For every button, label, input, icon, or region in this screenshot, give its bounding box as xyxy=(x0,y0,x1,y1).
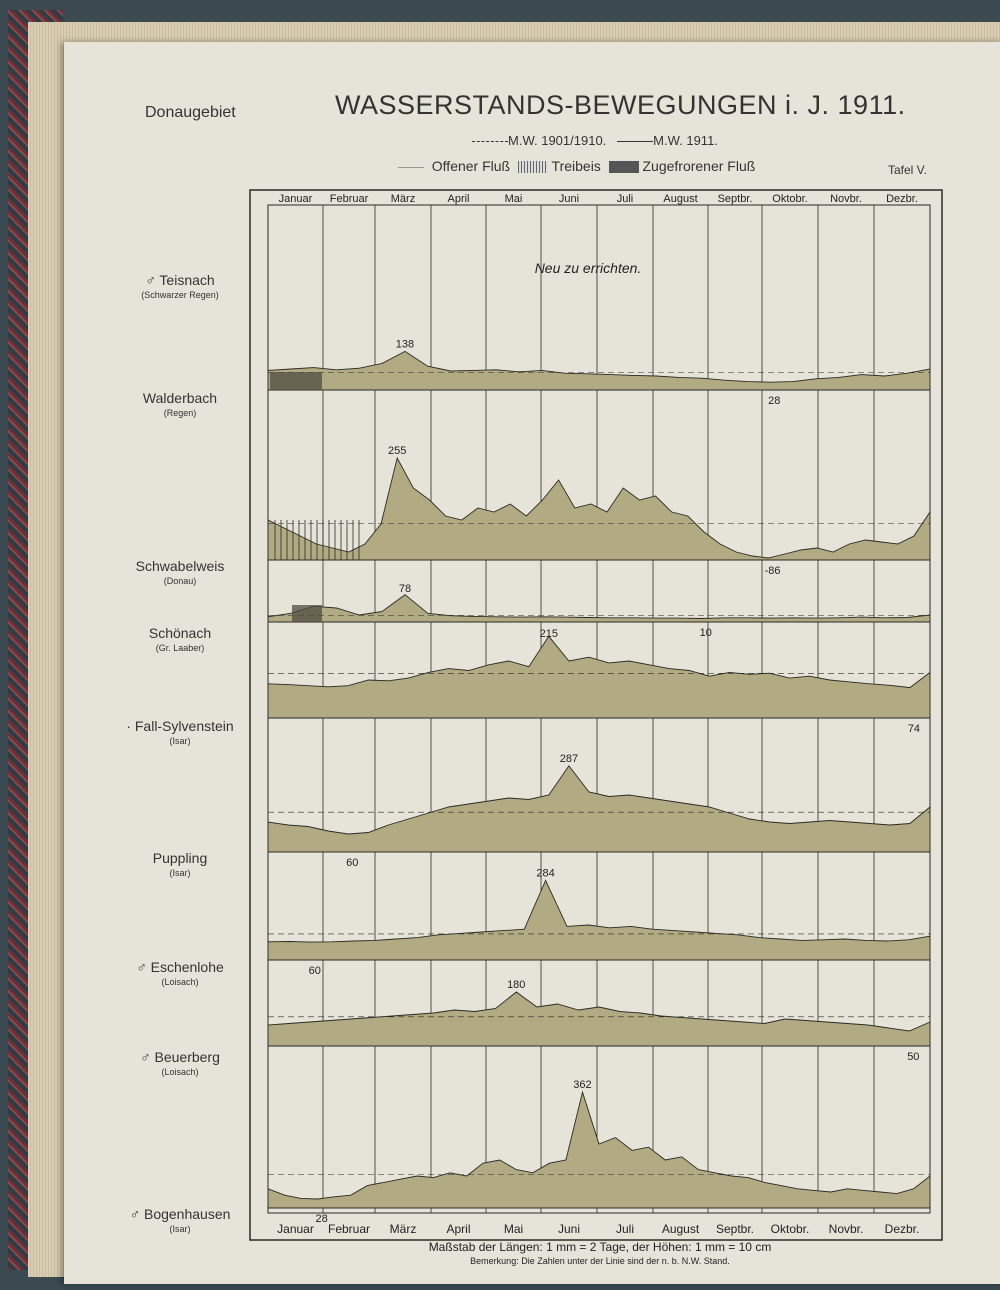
max-label: 78 xyxy=(398,583,412,595)
station-name: ♂ Beuerberg xyxy=(140,1049,220,1065)
series-area-bogenhausen xyxy=(268,1092,930,1208)
missing-station-note: Neu zu errichten. xyxy=(534,260,642,276)
scale-note: Maßstab der Längen: 1 mm = 2 Tage, der Höhen: 1 mm = 10 cm xyxy=(428,1240,772,1254)
min-label: 74 xyxy=(907,723,921,735)
month-label-bottom: Juli xyxy=(615,1222,635,1236)
min-label: 28 xyxy=(315,1213,328,1225)
min-label: -86 xyxy=(764,565,781,577)
min-label: 60 xyxy=(346,857,359,869)
month-label-top: Septbr. xyxy=(717,193,753,205)
max-label: 284 xyxy=(536,867,555,880)
station-river: (Isar) xyxy=(169,868,191,878)
legend-open: Offener Fluß xyxy=(431,158,511,174)
station-river: (Loisach) xyxy=(161,1067,199,1077)
station-name: ♂ Bogenhausen xyxy=(129,1206,231,1222)
month-label-top: August xyxy=(663,193,698,205)
legend-mw-avg: M.W. 1901/1910. xyxy=(508,133,607,148)
month-label-bottom: April xyxy=(446,1222,471,1236)
month-label-bottom: Dezbr. xyxy=(884,1222,920,1236)
series-area-eschenlohe xyxy=(268,881,930,961)
month-label-bottom: Juni xyxy=(557,1222,581,1236)
month-label-top: Novbr. xyxy=(830,193,862,205)
series-area-schönach xyxy=(268,595,930,622)
station-river: (Isar) xyxy=(169,736,191,746)
month-label-bottom: August xyxy=(661,1222,700,1236)
month-label-top: April xyxy=(447,193,470,205)
frozen-block xyxy=(292,605,322,622)
month-label-bottom: März xyxy=(389,1222,417,1236)
station-river: (Schwarzer Regen) xyxy=(141,290,219,300)
month-label-top: März xyxy=(390,193,416,205)
series-area-beuerberg xyxy=(268,992,930,1046)
min-label: 50 xyxy=(907,1051,920,1063)
min-label: 28 xyxy=(768,395,781,407)
month-label-top: Mai xyxy=(504,193,523,205)
remark-note: Bemerkung: Die Zahlen unter der Linie sind der n. b. N.W. Stand. xyxy=(470,1256,730,1266)
station-name: ♂ Teisnach xyxy=(145,272,215,288)
station-name: · Fall-Sylvenstein xyxy=(126,718,234,734)
month-label-top: Februar xyxy=(329,193,369,205)
station-river: (Isar) xyxy=(169,1224,191,1234)
max-label: 287 xyxy=(559,752,579,765)
page-title: WASSERSTANDS-BEWEGUNGEN i. J. 1911. xyxy=(335,90,906,120)
series-area-puppling xyxy=(268,766,930,852)
month-label-bottom: Mai xyxy=(503,1222,524,1236)
station-river: (Loisach) xyxy=(161,977,199,987)
station-river: (Donau) xyxy=(163,576,197,586)
series-area-fall-sylvenstein xyxy=(268,636,930,718)
max-label: 180 xyxy=(507,979,526,991)
month-label-top: Oktobr. xyxy=(772,193,808,205)
month-label-bottom: Septbr. xyxy=(715,1222,755,1236)
station-name: ♂ Eschenlohe xyxy=(136,959,224,975)
station-name: Schwabelweis xyxy=(135,558,225,574)
region-label: Donaugebiet xyxy=(145,104,236,121)
legend-mw-year: M.W. 1911. xyxy=(653,133,718,148)
month-label-bottom: Oktobr. xyxy=(770,1222,810,1236)
legend-drift: Treibeis xyxy=(551,158,601,174)
month-label-top: Juli xyxy=(616,193,634,205)
station-river: (Regen) xyxy=(163,408,197,418)
month-label-top: Januar xyxy=(278,193,313,205)
max-label: 255 xyxy=(387,445,407,457)
series-area-schwabelweis xyxy=(268,458,930,560)
legend-frozen: Zugefrorener Fluß xyxy=(642,158,756,174)
max-label: 215 xyxy=(539,628,559,640)
month-label-bottom: Januar xyxy=(277,1222,314,1236)
station-name: Walderbach xyxy=(142,390,218,406)
month-label-bottom: Februar xyxy=(327,1222,371,1236)
station-name: Puppling xyxy=(152,850,208,866)
series-area-walderbach xyxy=(268,351,930,390)
frozen-block xyxy=(270,372,322,390)
max-label: 138 xyxy=(395,338,415,351)
month-label-bottom: Novbr. xyxy=(828,1222,864,1236)
station-river: (Gr. Laaber) xyxy=(155,643,205,653)
month-label-top: Dezbr. xyxy=(886,193,918,205)
station-name: Schönach xyxy=(148,625,212,641)
min-label: 10 xyxy=(699,627,712,639)
min-label: 60 xyxy=(308,965,321,977)
plate-number: Tafel V. xyxy=(888,163,927,177)
month-label-top: Juni xyxy=(558,193,580,205)
max-label: 362 xyxy=(573,1079,592,1092)
